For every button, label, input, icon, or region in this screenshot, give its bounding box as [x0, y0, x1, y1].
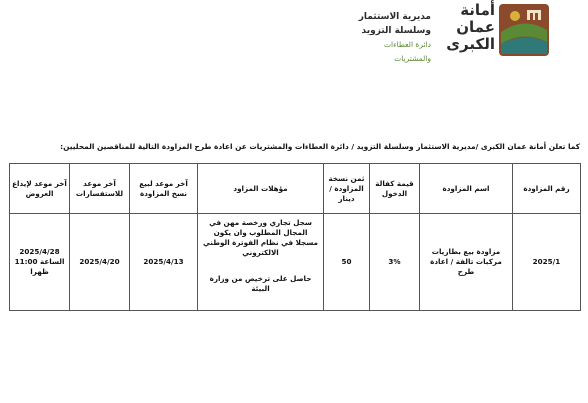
cell-price: 50	[324, 214, 370, 311]
amman-logo-icon	[497, 2, 551, 58]
cell-sale-deadline: 2025/4/13	[130, 214, 198, 311]
cell-offer-deadline: 2025/4/28 الساعة 11:00 ظهرا	[10, 214, 70, 311]
cell-guarantee: 3%	[370, 214, 420, 311]
cell-name: مزاودة بيع بطاريات مركبات تالفة / اعادة طرح	[420, 214, 513, 311]
logo-title: أمانة عمان الكبرى	[446, 1, 495, 53]
cell-inquiry-deadline: 2025/4/20	[70, 214, 130, 311]
dept-line-2: وسلسلة التزويد	[361, 26, 431, 36]
intro-text: كما تعلن أمانة عمان الكبرى /مديرية الاستثمار وسلسلة التزويد / دائرة العطاءات والمشتريات عن اعادة طرح المزاودة التالية للمناقصين المحليين:	[60, 142, 580, 151]
table-row	[10, 214, 581, 311]
header-requirements: مؤهلات المزاود	[198, 164, 324, 214]
header-number: رقم المزاودة	[513, 164, 581, 214]
table-header-row	[10, 164, 581, 214]
auction-table	[9, 163, 581, 311]
page-header	[0, 0, 588, 70]
cell-number: 2025/1	[513, 214, 581, 311]
cell-requirements: سجل تجاري ورخصة مهن في المجال المطلوب وان يكون مسجلا في نظام الفوترة الوطني الالكتروني حاصل على ترخيص من وزارة البيئة	[198, 214, 324, 311]
header-name: اسم المزاودة	[420, 164, 513, 214]
header-guarantee: قيمة كفالة الدخول	[370, 164, 420, 214]
dept-line-3: دائرة العطاءات والمشتريات	[383, 40, 431, 63]
department-block	[345, 10, 431, 66]
dept-line-1: مديرية الاستثمار	[358, 12, 431, 22]
header-price: ثمن نسخة المزاودة /دينار	[324, 164, 370, 214]
header-sale-deadline: آخر موعد لبيع نسخ المزاودة	[130, 164, 198, 214]
header-offer-deadline: آخر موعد لإيداع العروض	[10, 164, 70, 214]
header-inquiry-deadline: آخر موعد للاستفسارات	[70, 164, 130, 214]
